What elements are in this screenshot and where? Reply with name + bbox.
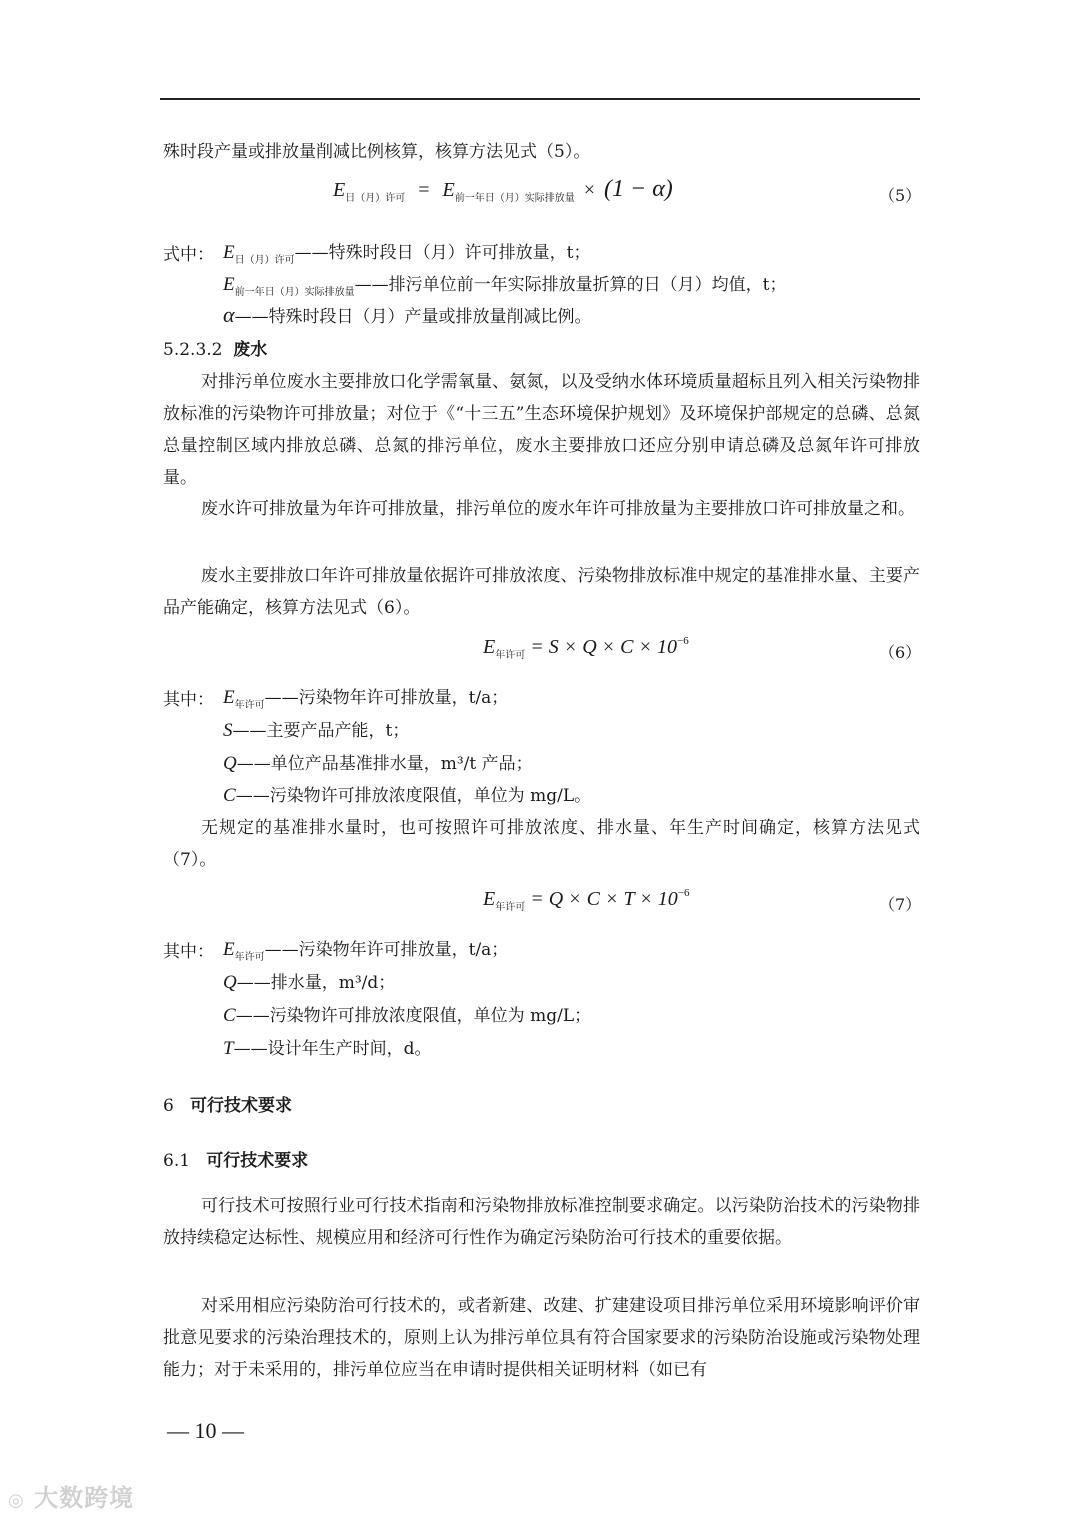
paragraph: 无规定的基准排水量时，也可按照许可排放浓度、排水量、年生产时间确定，核算方法见式（7）。 — [163, 818, 920, 870]
continued-line: 殊时段产量或排放量削减比例核算，核算方法见式（5）。 — [163, 142, 591, 162]
definition-item: S——主要产品产能，t； — [223, 720, 410, 741]
definition-item: Q——单位产品基准排水量，m³/t 产品； — [223, 753, 533, 774]
definition-item: $E_{日(月)许可}——$特殊时段日（月）许可排放量，t； — [223, 242, 591, 266]
definition-item: C——污染物许可排放浓度限值，单位为 mg/L。 — [223, 785, 592, 806]
header-rule — [160, 98, 920, 100]
watermark-icon: ◎ — [8, 1490, 25, 1511]
definition-item: $E_{年许可}——$污染物年许可排放量，t/a； — [223, 687, 509, 711]
where-prefix: 其中： — [163, 690, 214, 710]
definition-item: $E_{前一年日(月)实际排放量}——$排污单位前一年实际排放量折算的日（月）均值，t； — [223, 274, 787, 298]
equation-7-number: （7） — [879, 895, 922, 914]
equation-6: $E_{年许可} = S \times Q \times C \times 10^{-6}$ — [483, 635, 689, 661]
paragraph: 对排污单位废水主要排放口化学需氧量、氨氮，以及受纳水体环境质量超标且列入相关污染物排放标准的污染物许可排放量；对位于《“十三五”生态环境保护规划》及环境保护部规定的总磷、总氮总量控制区域内排放总磷、总氮的排污单位，废水主要排放口还应分别申请总磷及总氮年许可排放量。 — [163, 372, 920, 488]
equation-5: $E_{日(月)许可} = E_{前一年日(月)实际排放量} \times (1 - \alpha)$ — [333, 176, 673, 204]
section-heading-5-2-3-2: 5.2.3.2 废水 — [163, 340, 268, 360]
paragraph: 废水主要排放口年许可排放量依据许可排放浓度、污染物排放标准中规定的基准排水量、主要产品产能确定，核算方法见式（6）。 — [163, 566, 920, 618]
equation-5-number: （5） — [879, 186, 922, 205]
section-heading-6: 6 可行技术要求 — [163, 1096, 293, 1116]
page-number: — 10 — — [167, 1418, 244, 1443]
paragraph: 废水许可排放量为年许可排放量，排污单位的废水年许可排放量为主要排放口许可排放量之和。 — [201, 499, 915, 519]
definition-item: T——设计年生产时间，d。 — [223, 1038, 432, 1059]
equation-6-number: （6） — [879, 643, 922, 662]
paragraph: 可行技术可按照行业可行技术指南和污染物排放标准控制要求确定。以污染防治技术的污染物排放持续稳定达标性、规模应用和经济可行性作为确定污染防治可行技术的重要依据。 — [163, 1196, 920, 1248]
definition-item: α——特殊时段日（月）产量或排放量削减比例。 — [223, 302, 592, 327]
definition-item: C——污染物许可排放浓度限值，单位为 mg/L； — [223, 1005, 592, 1026]
where-prefix: 式中： — [163, 245, 214, 265]
equation-7: $E_{年许可} = Q \times C \times T \times 10^{-6}$ — [483, 887, 690, 913]
definition-item: $E_{年许可}——$污染物年许可排放量，t/a； — [223, 939, 509, 963]
definition-item: Q——排水量，m³/d； — [223, 972, 396, 993]
paragraph: 对采用相应污染防治可行技术的，或者新建、改建、扩建建设项目排污单位采用环境影响评价审批意见要求的污染治理技术的，原则上认为排污单位具有符合国家要求的污染防治设施或污染物处理能力；对于未采用的，排污单位应当在申请时提供相关证明材料（如已有 — [163, 1296, 920, 1380]
section-heading-6-1: 6.1 可行技术要求 — [163, 1151, 309, 1171]
watermark-logo: ◎ 大数跨境 — [8, 1484, 135, 1512]
where-prefix: 其中： — [163, 942, 214, 962]
